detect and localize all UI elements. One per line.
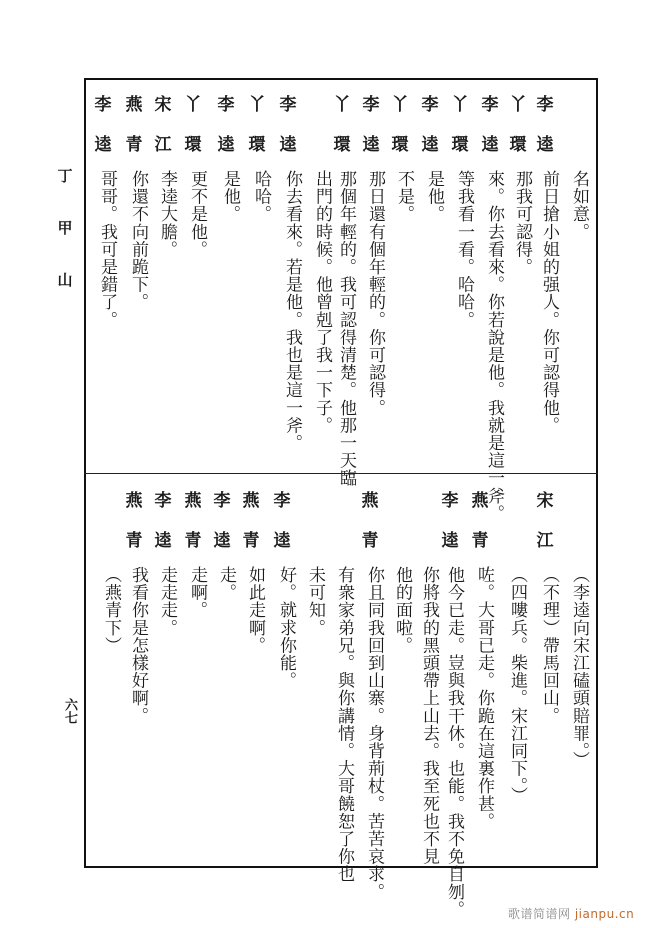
speaker-char: 江	[154, 135, 172, 155]
speaker-char: 逵	[154, 531, 172, 551]
speaker-char: 燕	[471, 491, 489, 511]
speaker-char: 逵	[536, 135, 554, 155]
dialogue-line: 更不是他。	[187, 170, 207, 258]
speaker-char: 青	[184, 531, 202, 551]
continuation-or-stage-direction: 出門的時候。他曾剋了我一下子。	[312, 170, 332, 434]
speaker-char: 青	[361, 531, 379, 551]
dialogue-line: 等我看一看。哈哈。	[454, 170, 474, 329]
dialogue-line: 走啊。	[187, 566, 207, 619]
speaker-char: 丫	[391, 95, 409, 115]
speaker-char: 丫	[451, 95, 469, 115]
dialogue-line: 他今已走。豈與我干休。也能。我不免自刎。	[444, 566, 464, 918]
speaker-char: 青	[125, 135, 143, 155]
speaker-char: 李	[481, 95, 499, 115]
continuation-or-stage-direction: 有衆家弟兄。與你講情。大哥饒恕了你也	[334, 566, 354, 883]
margin-title-char: 丁	[57, 167, 73, 185]
speaker-char: 逵	[279, 135, 297, 155]
dialogue-line: 那個年輕的。我可認得清楚。他那一天臨	[336, 170, 356, 487]
speaker-char: 逵	[273, 531, 291, 551]
speaker-char: 宋	[154, 95, 172, 115]
dialogue-line: 如此走啊。	[245, 566, 265, 654]
dialogue-line: 那我可認得。	[512, 170, 532, 276]
speaker-char: 李	[154, 491, 172, 511]
dialogue-line: 我看你是怎樣好啊。	[128, 566, 148, 725]
dialogue-line: 前日搶小姐的强人。你可認得他。	[539, 170, 559, 434]
speaker-char: 李	[441, 491, 459, 511]
speaker-char: 燕	[184, 491, 202, 511]
dialogue-line: 是他。	[424, 170, 444, 223]
speaker-char: 丫	[333, 95, 351, 115]
margin-title-char: 甲	[57, 219, 73, 237]
speaker-char: 逵	[217, 135, 235, 155]
dialogue-line: 不是。	[394, 170, 414, 223]
speaker-char: 環	[184, 135, 202, 155]
speaker-char: 逵	[213, 531, 231, 551]
speaker-char: 丫	[184, 95, 202, 115]
speaker-char: 李	[279, 95, 297, 115]
speaker-char: 青	[125, 531, 143, 551]
dialogue-line: 來。你去看來。你若說是他。我就是這一斧。	[484, 170, 504, 522]
speaker-char: 逵	[362, 135, 380, 155]
dialogue-line: 那日還有個年輕的。你可認得。	[365, 170, 385, 417]
speaker-char: 燕	[125, 95, 143, 115]
watermark	[508, 905, 634, 922]
speaker-char: 青	[471, 531, 489, 551]
speaker-char: 李	[273, 491, 291, 511]
speaker-char: 環	[248, 135, 266, 155]
continuation-or-stage-direction: （李逵向宋江磕頭賠罪。）	[569, 566, 589, 769]
speaker-char: 青	[242, 531, 260, 551]
continuation-or-stage-direction: 未可知。	[305, 566, 325, 637]
speaker-char: 環	[509, 135, 527, 155]
speaker-char: 逵	[441, 531, 459, 551]
speaker-char: 逵	[94, 135, 112, 155]
continuation-or-stage-direction: 名如意。	[569, 170, 589, 241]
dialogue-line: 你且同我回到山寨。身背荊杖。苦苦哀求。	[364, 566, 384, 901]
speaker-char: 江	[536, 531, 554, 551]
continuation-or-stage-direction: 你將我的黑頭帶上山去。我至死也不見	[419, 566, 439, 866]
speaker-char: 李	[94, 95, 112, 115]
speaker-char: 逵	[421, 135, 439, 155]
margin-play-title	[55, 150, 75, 306]
dialogue-line: 走走走。	[157, 566, 177, 637]
speaker-char: 李	[217, 95, 235, 115]
watermark-en: jianpu.cn	[574, 907, 635, 921]
speaker-char: 李	[421, 95, 439, 115]
speaker-char: 逵	[481, 135, 499, 155]
speaker-char: 環	[451, 135, 469, 155]
dialogue-line: 好。就求你能。	[276, 566, 296, 690]
watermark-cn: 歌谱简谱网	[508, 907, 571, 921]
speaker-char: 丫	[248, 95, 266, 115]
speaker-char: 環	[333, 135, 351, 155]
speaker-char: 宋	[536, 491, 554, 511]
dialogue-line: 李逵大膽。	[157, 170, 177, 258]
speaker-char: 丫	[509, 95, 527, 115]
dialogue-line: 你還不向前跪下。	[128, 170, 148, 311]
continuation-or-stage-direction: （四嘍兵。柴進。宋江同下。）	[507, 566, 527, 804]
dialogue-line: 是他。	[220, 170, 240, 223]
dialogue-line: 你去看來。若是他。我也是這一斧。	[282, 170, 302, 452]
continuation-or-stage-direction: 他的面啦。	[392, 566, 412, 654]
dialogue-line: 哈哈。	[251, 170, 271, 223]
continuation-or-stage-direction: （燕青下）	[101, 566, 121, 654]
speaker-char: 燕	[242, 491, 260, 511]
margin-title-char: 山	[57, 271, 73, 289]
page-number: 六七	[62, 698, 77, 724]
dialogue-line: 哥哥。我可是錯了。	[97, 170, 117, 329]
speaker-char: 李	[536, 95, 554, 115]
dialogue-line: 咗。大哥已走。你跪在這裏作甚。	[474, 566, 494, 830]
dialogue-line: 走。	[216, 566, 236, 602]
speaker-char: 李	[213, 491, 231, 511]
dialogue-line: （不理）帶馬回山。	[539, 566, 559, 725]
speaker-char: 李	[362, 95, 380, 115]
speaker-char: 環	[391, 135, 409, 155]
speaker-char: 燕	[361, 491, 379, 511]
speaker-char: 燕	[125, 491, 143, 511]
